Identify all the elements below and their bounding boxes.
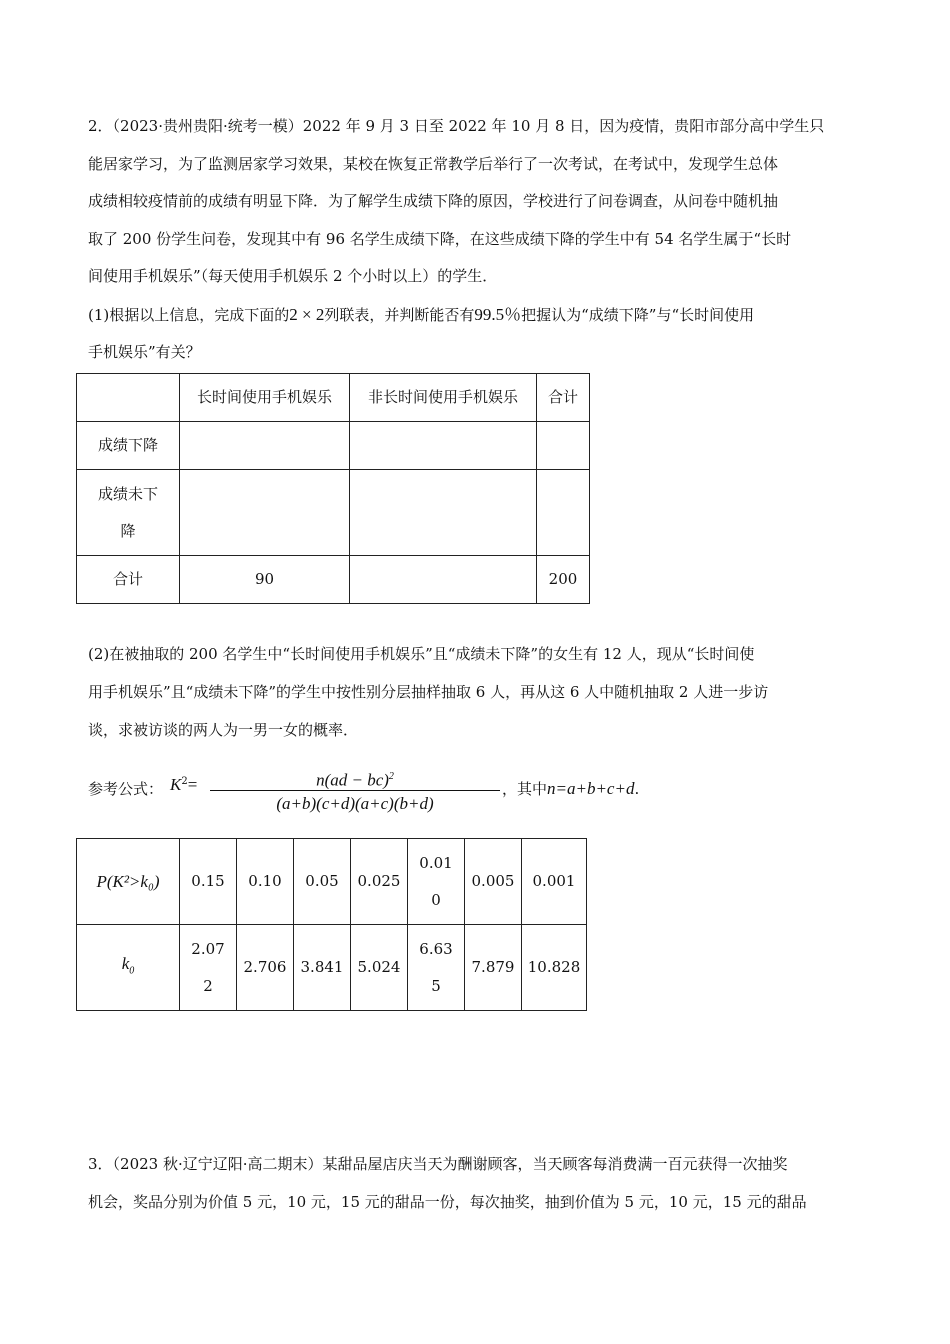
table-cell: 0.05 <box>294 839 351 925</box>
question2-line1: (2)在被抽取的 200 名学生中“长时间使用手机娱乐”且“成绩未下降”的女生有 12 人，现从“长时间使 <box>88 645 755 663</box>
table-header-non-long-use: 非长时间使用手机娱乐 <box>350 374 537 422</box>
formula-lhs <box>170 775 197 795</box>
formula-fraction <box>210 765 500 816</box>
table-cell: 3.841 <box>294 925 351 1011</box>
table-cell <box>350 422 537 470</box>
formula-k-symbol: K <box>170 775 182 794</box>
problem2-line4: 取了 200 份学生问卷，发现其中有 96 名学生成绩下降，在这些成绩下降的学生中有 54 名学生属于“长时 <box>88 230 792 248</box>
table-cell <box>180 422 350 470</box>
question1-math-2x2: 2 × 2 <box>289 305 325 324</box>
table-row <box>77 422 590 470</box>
formula-numerator <box>210 765 500 789</box>
table-cell: 0.025 <box>351 839 408 925</box>
cell-part: 2.07 <box>191 939 225 958</box>
problem2-line1: 2．（2023·贵州贵阳·统考一模）2022 年 9 月 3 日至 2022 年 10 月 8 日，因为疫情，贵阳市部分高中学生只 <box>88 117 825 135</box>
question1-text-c: 把握认为“成绩下降”与“长时间使用 <box>521 306 755 324</box>
formula-tail-math: n=a+b+c+d <box>547 779 635 798</box>
table-row <box>77 925 587 1011</box>
table-row <box>77 470 590 556</box>
table-cell-wrapped <box>180 925 237 1011</box>
question1-line1 <box>88 296 858 335</box>
table-cell: 7.879 <box>465 925 522 1011</box>
table-row-label-probability: P(K²>k₀) <box>77 839 180 925</box>
formula-tail-period: . <box>634 780 640 798</box>
table-cell <box>180 470 350 556</box>
table-cell <box>537 470 590 556</box>
cell-part: 0.01 <box>419 853 453 872</box>
critical-value-table <box>76 838 587 1011</box>
problem3-line2: 机会，奖品分别为价值 5 元，10 元，15 元的甜品一份，每次抽奖，抽到价值为 5 元，10 元，15 元的甜品 <box>88 1193 807 1211</box>
table-row-label-declined: 成绩下降 <box>77 422 180 470</box>
formula-equals: = <box>187 775 198 794</box>
table-cell: 0.005 <box>465 839 522 925</box>
numerator-text: n(ad − bc) <box>316 770 389 790</box>
label-part: 降 <box>120 521 136 540</box>
table-cell: 0.001 <box>522 839 587 925</box>
table-row-label-not-declined <box>77 470 180 556</box>
table-row <box>77 374 590 422</box>
table-cell-wrapped <box>408 925 465 1011</box>
table-row <box>77 839 587 925</box>
table-header-long-use: 长时间使用手机娱乐 <box>180 374 350 422</box>
table-cell-wrapped <box>408 839 465 925</box>
label-part: 成绩未下 <box>97 484 158 503</box>
problem2-line5: 间使用手机娱乐”（每天使用手机娱乐 2 个小时以上）的学生． <box>88 267 498 285</box>
formula-denominator: (a+b)(c+d)(a+c)(b+d) <box>276 794 434 813</box>
table-header-total: 合计 <box>537 374 590 422</box>
table-row <box>77 556 590 604</box>
question1-math-percent: 99.5％ <box>474 305 522 324</box>
cell-part: 5 <box>431 976 441 995</box>
cell-part: 0 <box>431 890 441 909</box>
cell-part: 6.63 <box>419 939 453 958</box>
k0-symbol: k <box>121 954 130 974</box>
reference-formula <box>88 765 868 817</box>
table-cell <box>350 470 537 556</box>
table-cell: 2.706 <box>237 925 294 1011</box>
problem3-line1: 3．（2023 秋·辽宁辽阳·高二期末）某甜品屋店庆当天为酬谢顾客，当天顾客每消费满一百元获得一次抽奖 <box>88 1155 788 1173</box>
question1-line2: 手机娱乐”有关？ <box>88 343 201 361</box>
fraction-bar <box>210 790 500 791</box>
table-cell: 5.024 <box>351 925 408 1011</box>
table-cell <box>537 422 590 470</box>
table-cell: 10.828 <box>522 925 587 1011</box>
table-cell <box>77 374 180 422</box>
table-cell: 90 <box>180 556 350 604</box>
question1-text-b: 列联表，并判断能否有 <box>324 306 475 324</box>
question2-line2: 用手机娱乐”且“成绩未下降”的学生中按性别分层抽样抽取 6 人，再从这 6 人中随机抽取 2 人进一步访 <box>88 683 769 701</box>
table-cell: 200 <box>537 556 590 604</box>
table-cell: 0.10 <box>237 839 294 925</box>
question1-text-a: (1)根据以上信息，完成下面的 <box>88 306 290 324</box>
numerator-sup: 2 <box>388 771 394 782</box>
formula-label: 参考公式： <box>88 780 164 798</box>
table-row-label-total: 合计 <box>77 556 180 604</box>
table-cell <box>350 556 537 604</box>
problem2-line3: 成绩相较疫情前的成绩有明显下降．为了解学生成绩下降的原因，学校进行了问卷调查，从问卷中随机抽 <box>88 192 779 210</box>
question2-line3: 谈，求被访谈的两人为一男一女的概率． <box>88 721 359 739</box>
contingency-table <box>76 373 590 604</box>
k0-sub: 0 <box>129 965 135 977</box>
formula-k-sup: 2 <box>181 776 188 787</box>
formula-tail-text: ，其中 <box>502 780 548 798</box>
problem2-line2: 能居家学习，为了监测居家学习效果，某校在恢复正常教学后举行了一次考试，在考试中，发现学生总体 <box>88 155 779 173</box>
cell-part: 2 <box>203 976 213 995</box>
table-cell: 0.15 <box>180 839 237 925</box>
table-row-label-k0 <box>77 925 180 1011</box>
formula-tail <box>502 778 639 799</box>
